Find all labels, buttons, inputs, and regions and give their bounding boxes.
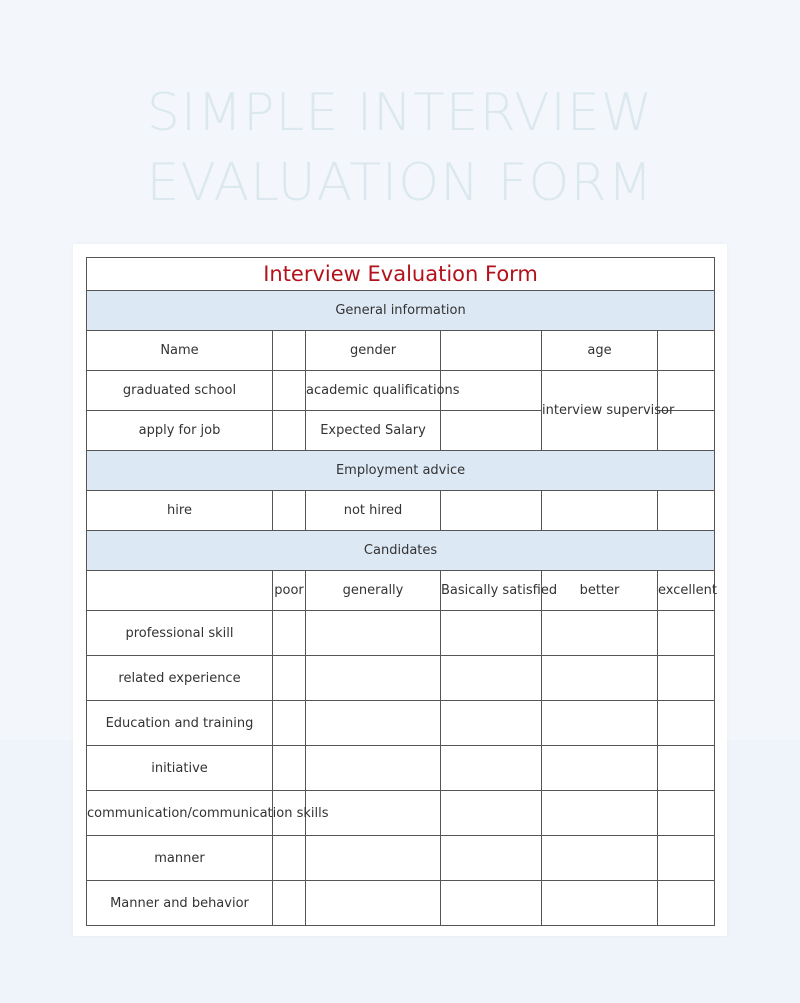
criterion-manner: manner (87, 836, 273, 881)
label-age: age (542, 331, 658, 371)
rating-cell[interactable] (306, 836, 441, 881)
rating-cell[interactable] (658, 656, 715, 701)
section-candidates: Candidates (87, 531, 715, 571)
evaluation-table (86, 257, 715, 926)
rating-cell[interactable] (542, 791, 658, 836)
rating-cell[interactable] (542, 836, 658, 881)
rating-cell[interactable] (542, 656, 658, 701)
rating-cell[interactable] (273, 836, 306, 881)
input-expected-salary[interactable] (441, 411, 542, 451)
rating-cell[interactable] (306, 656, 441, 701)
rating-cell[interactable] (441, 746, 542, 791)
rating-cell[interactable] (273, 746, 306, 791)
label-interview-supervisor: interview supervisor (542, 371, 658, 451)
criterion-professional-skill: professional skill (87, 611, 273, 656)
input-apply-for-job[interactable] (273, 411, 306, 451)
rating-cell[interactable] (306, 701, 441, 746)
rating-header-generally: generally (306, 571, 441, 611)
rating-cell[interactable] (441, 836, 542, 881)
rating-header-corner (87, 571, 273, 611)
label-not-hired: not hired (306, 491, 441, 531)
label-academic-qualifications: academic qualifications (306, 371, 441, 411)
hero-title (0, 78, 800, 218)
criterion-initiative: initiative (87, 746, 273, 791)
criterion-manner-and-behavior: Manner and behavior (87, 881, 273, 926)
section-employment-advice: Employment advice (87, 451, 715, 491)
rating-cell[interactable] (306, 881, 441, 926)
rating-header-better: better (542, 571, 658, 611)
rating-header-poor: poor (273, 571, 306, 611)
input-age[interactable] (658, 331, 715, 371)
checkbox-not-hired[interactable] (441, 491, 542, 531)
rating-cell[interactable] (441, 881, 542, 926)
label-hire: hire (87, 491, 273, 531)
criterion-communication-skills: communication/communication skills (87, 791, 273, 836)
hero-title-line-2: EVALUATION FORM (146, 153, 654, 213)
rating-cell[interactable] (658, 881, 715, 926)
label-expected-salary: Expected Salary (306, 411, 441, 451)
rating-cell[interactable] (542, 746, 658, 791)
label-gender: gender (306, 331, 441, 371)
rating-header-excellent: excellent (658, 571, 715, 611)
label-apply-for-job: apply for job (87, 411, 273, 451)
criterion-education-and-training: Education and training (87, 701, 273, 746)
rating-cell[interactable] (306, 611, 441, 656)
rating-cell[interactable] (441, 611, 542, 656)
form-title: Interview Evaluation Form (87, 258, 715, 291)
rating-cell[interactable] (273, 701, 306, 746)
rating-cell[interactable] (542, 701, 658, 746)
rating-cell[interactable] (273, 656, 306, 701)
rating-cell[interactable] (658, 746, 715, 791)
hero-title-line-1: SIMPLE INTERVIEW (146, 83, 654, 143)
input-name[interactable] (273, 331, 306, 371)
rating-cell[interactable] (542, 881, 658, 926)
input-gender[interactable] (441, 331, 542, 371)
rating-cell[interactable] (273, 881, 306, 926)
input-graduated-school[interactable] (273, 371, 306, 411)
rating-cell[interactable] (441, 656, 542, 701)
criterion-related-experience: related experience (87, 656, 273, 701)
label-name: Name (87, 331, 273, 371)
employment-blank-2[interactable] (658, 491, 715, 531)
rating-cell[interactable] (542, 611, 658, 656)
label-graduated-school: graduated school (87, 371, 273, 411)
rating-cell[interactable] (658, 836, 715, 881)
rating-cell[interactable] (658, 701, 715, 746)
rating-cell[interactable] (658, 791, 715, 836)
rating-cell[interactable] (441, 791, 542, 836)
section-general-information: General information (87, 291, 715, 331)
rating-cell[interactable] (658, 611, 715, 656)
rating-header-basically-satisfied: Basically satisfied (441, 571, 542, 611)
checkbox-hire[interactable] (273, 491, 306, 531)
rating-cell[interactable] (273, 611, 306, 656)
rating-cell[interactable] (306, 746, 441, 791)
employment-blank-1[interactable] (542, 491, 658, 531)
rating-cell[interactable] (441, 701, 542, 746)
